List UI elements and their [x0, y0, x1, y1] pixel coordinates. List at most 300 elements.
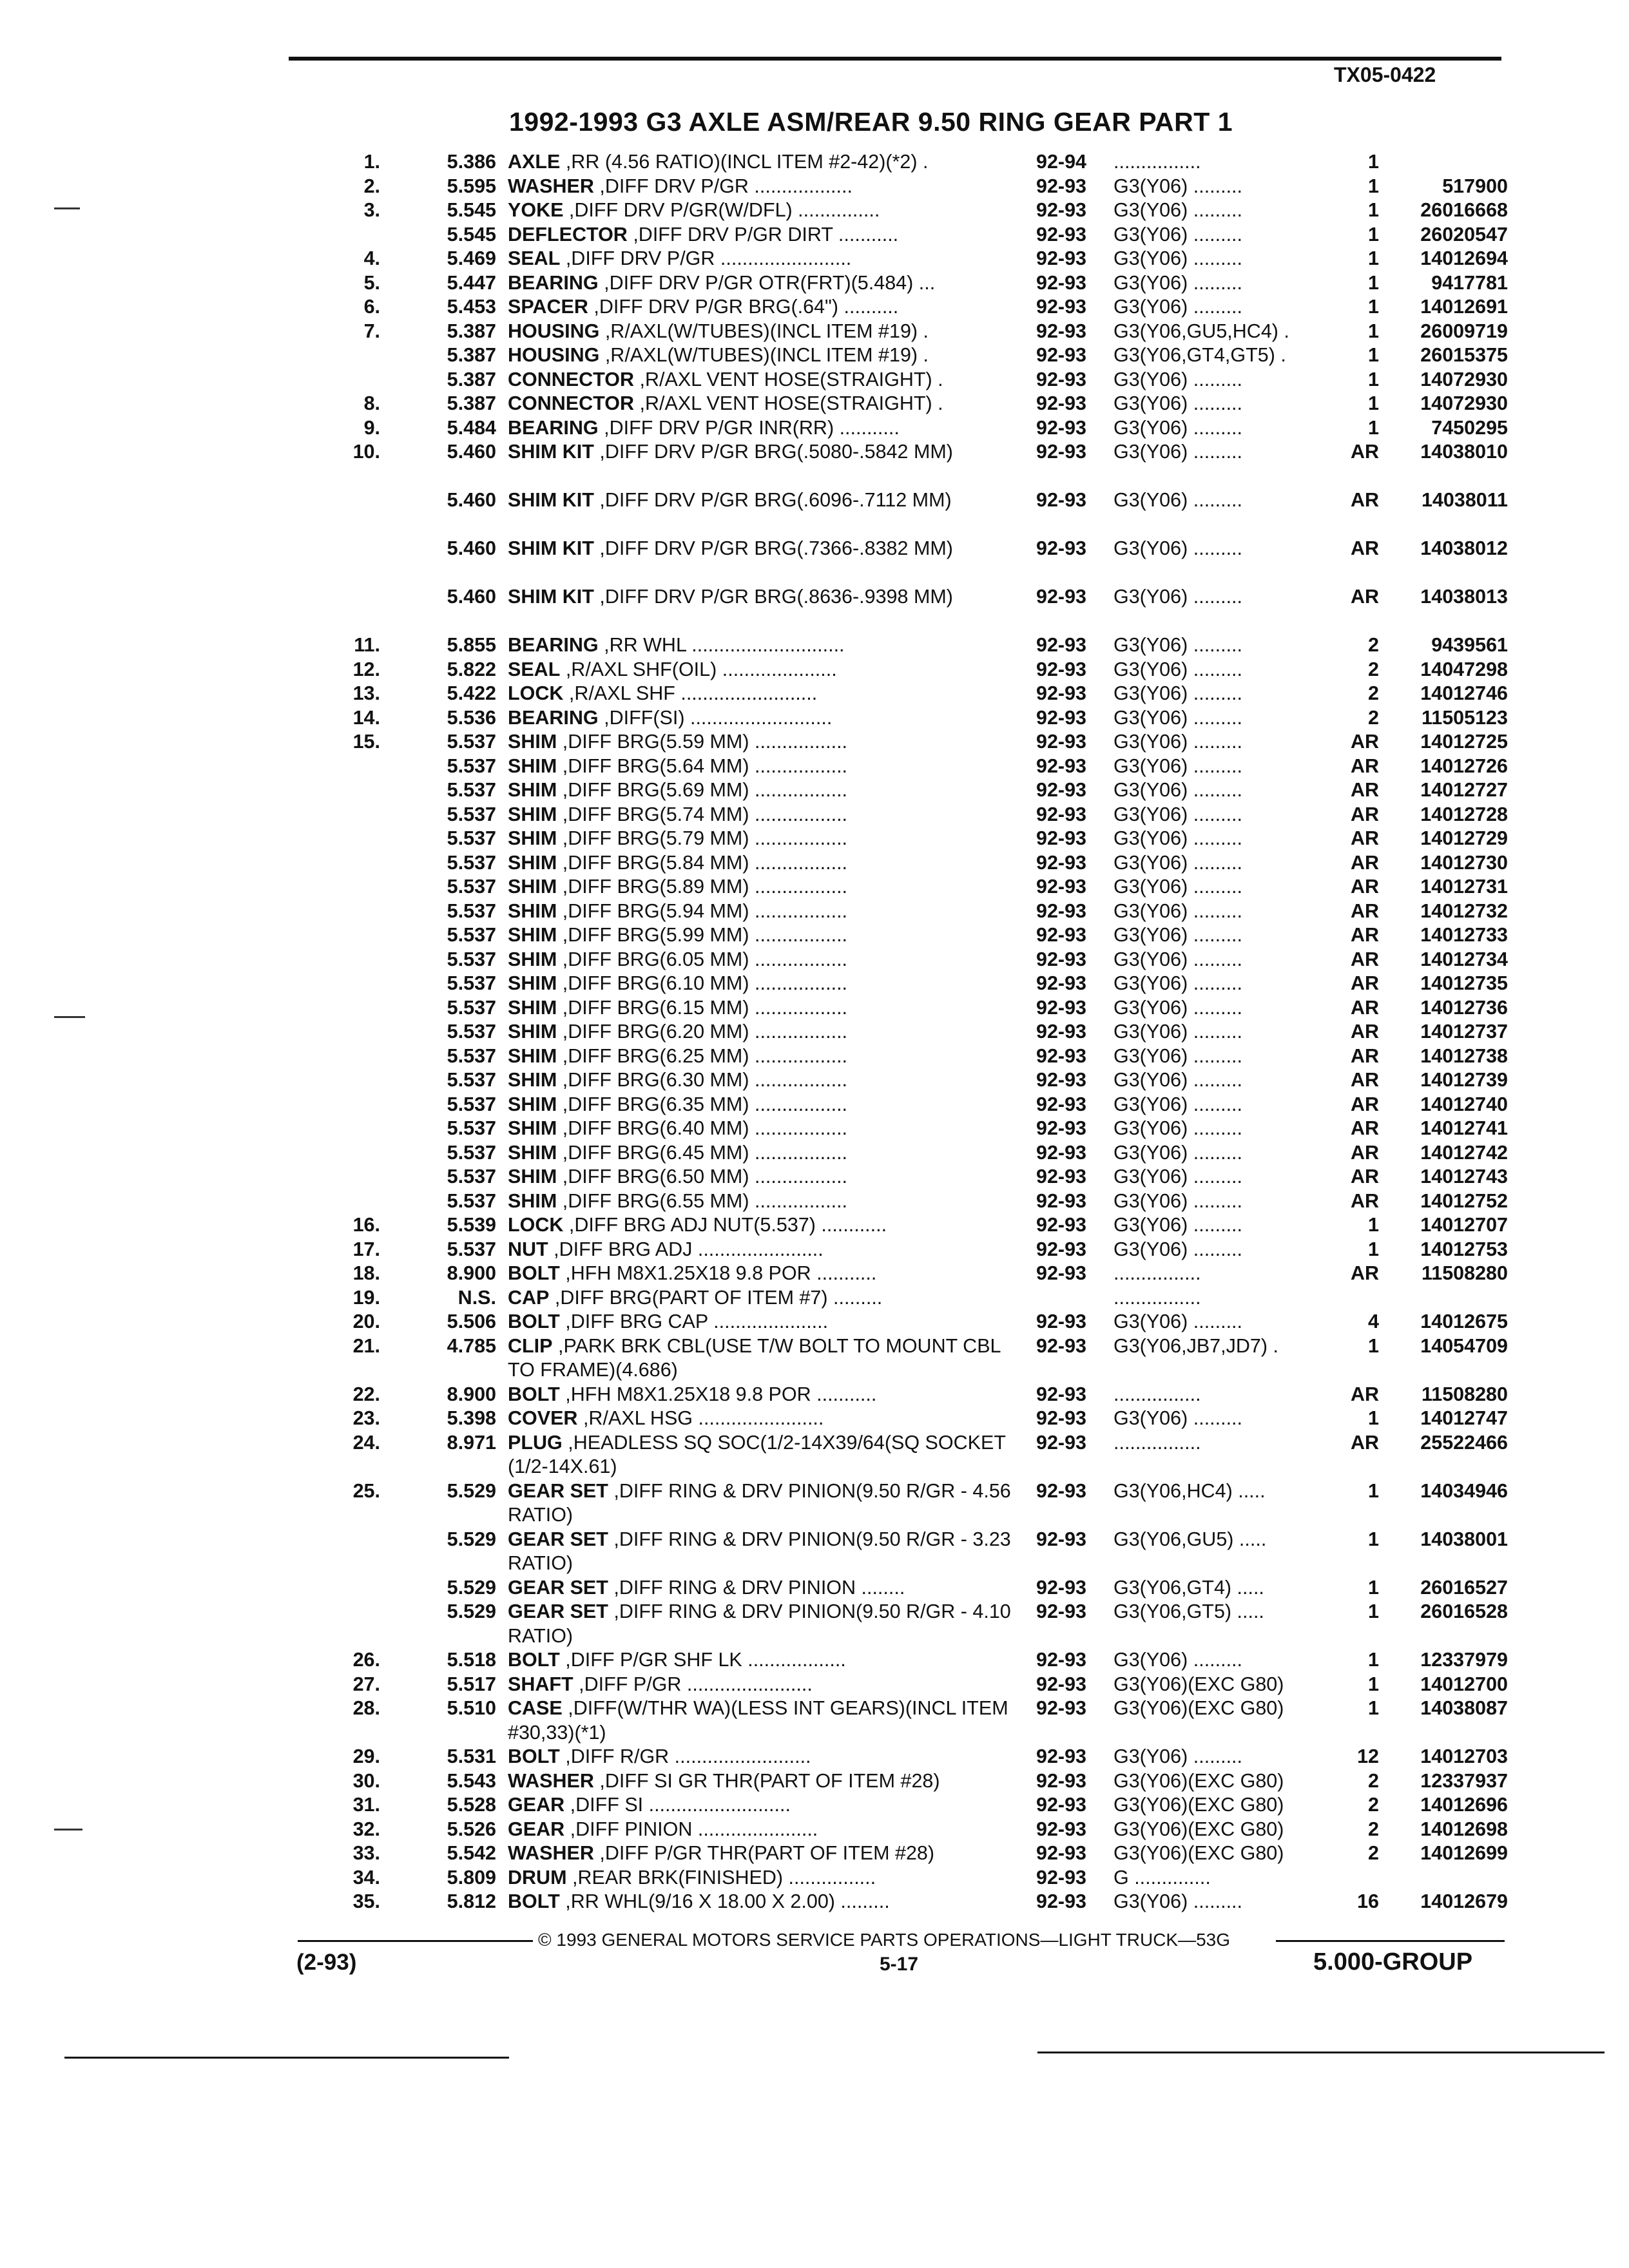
part-number: 14012739 [1420, 1069, 1508, 1091]
part-row [0, 343, 1629, 368]
usage-code: G3(Y06) ......... [1113, 199, 1243, 221]
item-number: 18. [352, 1262, 380, 1284]
quantity: 1 [1368, 1600, 1379, 1622]
model-years: 92-93 [1036, 489, 1087, 511]
part-name: CAP [508, 1286, 550, 1309]
quantity: 1 [1368, 1649, 1379, 1671]
part-description [508, 1238, 1023, 1262]
quantity: AR [1350, 1069, 1379, 1091]
part-name: SHIM [508, 803, 557, 825]
part-row [0, 416, 1629, 441]
quantity: AR [1350, 827, 1379, 849]
item-number: 4. [363, 247, 380, 269]
part-detail: ,DIFF BRG(5.64 MM) ................. [562, 754, 848, 777]
quantity: 12 [1357, 1745, 1379, 1767]
usage-code: G3(Y06) ......... [1113, 779, 1243, 801]
item-number: 31. [352, 1794, 380, 1816]
part-detail: ,HFH M8X1.25X18 9.8 POR ........... [565, 1383, 877, 1405]
part-name: SHIM [508, 1069, 557, 1091]
quantity: 1 [1368, 175, 1379, 197]
part-detail: ,DIFF BRG ADJ ....................... [554, 1238, 824, 1260]
item-number: 10. [352, 441, 380, 463]
quantity: AR [1350, 924, 1379, 946]
part-row [0, 1600, 1629, 1648]
group-number: 5.447 [447, 271, 496, 294]
item-number: 8. [363, 392, 380, 414]
quantity: 1 [1368, 1407, 1379, 1429]
quantity: AR [1350, 899, 1379, 922]
group-number: 5.537 [447, 948, 496, 970]
usage-code: G3(Y06) ......... [1113, 1649, 1243, 1671]
part-description [508, 972, 1023, 996]
part-row [0, 1866, 1629, 1890]
usage-code: G3(Y06) ......... [1113, 223, 1243, 245]
usage-code: G3(Y06) ......... [1113, 271, 1243, 294]
part-description [508, 537, 1023, 561]
usage-code: G3(Y06) ......... [1113, 441, 1243, 463]
quantity: AR [1350, 1166, 1379, 1187]
item-number: 34. [352, 1866, 380, 1888]
part-number: 9417781 [1431, 271, 1508, 294]
model-years: 92-93 [1036, 1383, 1087, 1405]
part-number: 26020547 [1420, 223, 1508, 245]
part-detail: ,R/AXL HSG ....................... [583, 1407, 824, 1429]
model-years: 92-93 [1036, 1794, 1087, 1816]
usage-code: G3(Y06,GT5) ..... [1113, 1600, 1264, 1622]
group-number: 5.398 [447, 1407, 496, 1429]
part-description [508, 416, 1023, 441]
group-number: 5.537 [447, 1141, 496, 1164]
quantity: AR [1350, 1093, 1379, 1115]
model-years: 92-93 [1036, 247, 1087, 269]
part-name: HOUSING [508, 320, 600, 342]
part-detail: ,R/AXL(W/TUBES)(INCL ITEM #19) . [604, 320, 929, 342]
part-row [0, 899, 1629, 924]
part-detail: ,DIFF DRV P/GR BRG(.7366-.8382 MM) [599, 537, 953, 559]
item-number: 28. [352, 1697, 380, 1719]
part-row [0, 1673, 1629, 1697]
part-row [0, 1286, 1629, 1311]
revision-date: (2-93) [296, 1950, 357, 1975]
usage-code: G3(Y06) ......... [1113, 899, 1243, 922]
quantity: AR [1350, 1431, 1379, 1454]
quantity: AR [1350, 754, 1379, 777]
part-row [0, 1431, 1629, 1479]
item-number: 20. [352, 1311, 380, 1332]
part-detail: ,DIFF(W/THR WA)(LESS INT GEARS)(INCL ITEM #30,33)(*1) [508, 1697, 1008, 1744]
part-number: 14012747 [1420, 1407, 1508, 1429]
group-number: 5.537 [447, 899, 496, 922]
quantity: 4 [1368, 1311, 1379, 1332]
group-number: 5.537 [447, 1044, 496, 1067]
part-detail: ,DIFF BRG(5.74 MM) ................. [562, 803, 848, 825]
quantity: AR [1350, 1141, 1379, 1164]
quantity: AR [1350, 996, 1379, 1019]
group-number: 5.510 [447, 1697, 496, 1719]
model-years: 92-93 [1036, 416, 1087, 439]
part-number: 14012696 [1420, 1794, 1508, 1816]
bottom-rule-right [1037, 2052, 1605, 2053]
part-name: BEARING [508, 416, 599, 439]
part-number: 26016668 [1420, 199, 1508, 221]
usage-code: ................ [1113, 1286, 1201, 1309]
quantity: 2 [1368, 1769, 1379, 1792]
part-row [0, 1479, 1629, 1528]
model-years: 92-93 [1036, 851, 1087, 874]
group-number: 5.545 [447, 199, 496, 221]
part-detail: ,DIFF P/GR SHF LK .................. [565, 1649, 846, 1671]
part-description [508, 754, 1023, 779]
item-number: 27. [352, 1673, 380, 1695]
part-name: CONNECTOR [508, 392, 635, 414]
part-row [0, 1334, 1629, 1383]
item-number: 22. [352, 1383, 380, 1405]
part-name: SHIM [508, 1141, 557, 1164]
part-name: SHIM [508, 876, 557, 898]
part-number: 7450295 [1431, 416, 1508, 439]
usage-code: G3(Y06) ......... [1113, 1117, 1243, 1139]
group-number: 5.545 [447, 223, 496, 245]
part-name: SHIM [508, 779, 557, 801]
usage-code: G3(Y06,GU5) ..... [1113, 1528, 1267, 1550]
margin-mark [54, 207, 80, 209]
part-description [508, 1841, 1023, 1866]
quantity: 2 [1368, 1818, 1379, 1840]
item-number: 29. [352, 1745, 380, 1767]
part-row [0, 175, 1629, 199]
part-description [508, 1310, 1023, 1334]
group-number: 8.900 [447, 1383, 496, 1405]
part-detail: ,DIFF DRV P/GR INR(RR) ........... [604, 416, 900, 439]
part-name: WASHER [508, 175, 594, 197]
quantity: 2 [1368, 1842, 1379, 1864]
part-description [508, 1793, 1023, 1818]
part-description [508, 271, 1023, 296]
part-number: 14012675 [1420, 1311, 1508, 1332]
part-name: GEAR [508, 1818, 565, 1840]
model-years: 92-93 [1036, 1890, 1087, 1912]
part-name: SHIM [508, 1189, 557, 1212]
model-years: 92-93 [1036, 1021, 1087, 1043]
group-number: 5.537 [447, 1093, 496, 1115]
item-number: 6. [363, 296, 380, 318]
part-detail: ,DIFF DRV P/GR OTR(FRT)(5.484) ... [604, 271, 936, 294]
group-number: 5.537 [447, 851, 496, 874]
part-description [508, 1383, 1023, 1407]
part-number: 14012694 [1420, 247, 1508, 269]
part-name: LOCK [508, 682, 564, 704]
part-number: 14012730 [1420, 851, 1508, 874]
part-number: 14038011 [1421, 489, 1508, 511]
part-name: SHIM [508, 996, 557, 1019]
part-description [508, 223, 1023, 247]
part-name: BEARING [508, 271, 599, 294]
part-number: 14034946 [1420, 1479, 1508, 1502]
quantity: 1 [1368, 1576, 1379, 1599]
model-years: 92-93 [1036, 827, 1087, 849]
model-years: 92-93 [1036, 586, 1087, 608]
part-number: 14047298 [1420, 658, 1508, 680]
quantity: AR [1350, 1262, 1379, 1284]
group-number: 5.537 [447, 731, 496, 753]
group-number: 5.529 [447, 1479, 496, 1502]
group-number: 5.537 [447, 1189, 496, 1212]
part-description [508, 1141, 1023, 1166]
part-name: SHIM KIT [508, 441, 594, 463]
copyright-notice: © 1993 GENERAL MOTORS SERVICE PARTS OPERATIONS—LIGHT TRUCK—53G [538, 1930, 1231, 1950]
quantity: AR [1350, 731, 1379, 753]
usage-code: G3(Y06,GT4,GT5) . [1113, 344, 1286, 366]
part-name: DRUM [508, 1866, 567, 1888]
quantity: AR [1350, 537, 1379, 559]
group-number: 5.387 [447, 320, 496, 342]
part-number: 14012733 [1420, 924, 1508, 946]
usage-code: G3(Y06) ......... [1113, 658, 1243, 680]
model-years: 92-93 [1036, 1479, 1087, 1502]
model-years: 92-93 [1036, 1141, 1087, 1164]
part-description [508, 1890, 1023, 1914]
part-row [0, 537, 1629, 585]
part-description [508, 730, 1023, 754]
part-detail: ,RR WHL ............................ [604, 634, 845, 656]
part-name: SHIM KIT [508, 586, 594, 608]
part-name: COVER [508, 1407, 578, 1429]
part-row [0, 1020, 1629, 1044]
part-name: SEAL [508, 658, 561, 680]
model-years: 92-93 [1036, 271, 1087, 294]
part-description [508, 948, 1023, 972]
part-number: 26009719 [1420, 320, 1508, 342]
part-row [0, 320, 1629, 344]
model-years: 92-93 [1036, 948, 1087, 970]
group-number: 5.518 [447, 1649, 496, 1671]
item-number: 5. [363, 271, 380, 294]
part-detail: ,DIFF DRV P/GR ........................ [565, 247, 852, 269]
part-detail: ,DIFF DRV P/GR BRG(.5080-.5842 MM) [599, 441, 953, 463]
item-number: 11. [354, 634, 380, 656]
group-number: 5.387 [447, 392, 496, 414]
part-row [0, 1528, 1629, 1576]
part-detail: ,DIFF BRG(6.05 MM) ................. [562, 948, 848, 970]
part-detail: ,DIFF DRV P/GR BRG(.8636-.9398 MM) [599, 586, 953, 608]
quantity: 1 [1368, 271, 1379, 294]
group-number: 5.536 [447, 706, 496, 729]
part-number: 14012737 [1420, 1021, 1508, 1043]
group-number: 5.422 [447, 682, 496, 704]
part-number: 14012703 [1420, 1745, 1508, 1767]
group-number: 5.460 [447, 586, 496, 608]
part-row [0, 1745, 1629, 1769]
quantity: 1 [1368, 368, 1379, 390]
part-row [0, 1213, 1629, 1238]
part-description [508, 923, 1023, 948]
model-years: 92-93 [1036, 296, 1087, 318]
usage-code: ................ [1113, 1431, 1201, 1454]
part-row [0, 851, 1629, 876]
usage-code: G3(Y06)(EXC G80) [1113, 1769, 1284, 1792]
part-row [0, 730, 1629, 754]
part-name: BOLT [508, 1890, 560, 1912]
part-row [0, 778, 1629, 803]
model-years: 92-93 [1036, 223, 1087, 245]
part-description [508, 1020, 1023, 1044]
group-number: 4.785 [447, 1334, 496, 1357]
margin-mark [54, 1016, 85, 1018]
quantity: AR [1350, 1117, 1379, 1139]
item-number: 19. [352, 1286, 380, 1309]
model-years: 92-93 [1036, 441, 1087, 463]
model-years: 92-93 [1036, 682, 1087, 704]
part-name: SHIM [508, 1117, 557, 1139]
part-description [508, 175, 1023, 199]
usage-code: G3(Y06) ......... [1113, 1407, 1243, 1429]
part-detail: ,R/AXL VENT HOSE(STRAIGHT) . [639, 392, 943, 414]
quantity: AR [1350, 586, 1379, 608]
part-detail: ,DIFF BRG(5.84 MM) ................. [562, 851, 848, 874]
group-number: 5.855 [447, 634, 496, 656]
model-years: 92-93 [1036, 1431, 1087, 1454]
part-row [0, 1165, 1629, 1189]
item-number: 33. [352, 1842, 380, 1864]
part-name: SHIM [508, 1044, 557, 1067]
part-number: 14012729 [1420, 827, 1508, 849]
quantity: AR [1350, 1383, 1379, 1405]
margin-mark [54, 1829, 82, 1831]
part-name: GEAR SET [508, 1576, 608, 1599]
model-years: 92-93 [1036, 972, 1087, 994]
model-years: 92-93 [1036, 706, 1087, 729]
model-years: 92-93 [1036, 779, 1087, 801]
part-name: SHIM [508, 851, 557, 874]
quantity: 1 [1368, 320, 1379, 342]
group-number: 5.528 [447, 1794, 496, 1816]
part-row [0, 392, 1629, 416]
part-description [508, 1165, 1023, 1189]
part-detail: ,DIFF BRG(5.99 MM) ................. [562, 924, 848, 946]
quantity: 16 [1357, 1890, 1379, 1912]
part-name: SHIM [508, 1093, 557, 1115]
usage-code: G3(Y06) ......... [1113, 827, 1243, 849]
usage-code: G3(Y06) ......... [1113, 754, 1243, 777]
bottom-rule-left [64, 2057, 509, 2059]
model-years: 92-93 [1036, 1166, 1087, 1187]
part-number: 25522466 [1420, 1431, 1508, 1454]
group-number: 5.542 [447, 1842, 496, 1864]
part-number: 14012738 [1420, 1044, 1508, 1067]
part-number: 14072930 [1420, 368, 1508, 390]
part-description [508, 1189, 1023, 1214]
part-description [508, 851, 1023, 876]
part-detail: ,DIFF SI GR THR(PART OF ITEM #28) [599, 1769, 940, 1792]
part-row [0, 923, 1629, 948]
part-detail: ,DIFF BRG(5.59 MM) ................. [562, 731, 848, 753]
item-number: 23. [352, 1407, 380, 1429]
group-number: 5.529 [447, 1600, 496, 1622]
part-row [0, 972, 1629, 996]
part-row [0, 803, 1629, 827]
part-row [0, 1068, 1629, 1093]
usage-code: G3(Y06) ......... [1113, 392, 1243, 414]
part-number: 14012742 [1420, 1141, 1508, 1164]
model-years: 92-93 [1036, 1117, 1087, 1139]
part-name: SEAL [508, 247, 561, 269]
group-number: 5.537 [447, 827, 496, 849]
part-detail: ,PARK BRK CBL(USE T/W BOLT TO MOUNT CBL TO FRAME)(4.686) [508, 1334, 1001, 1381]
usage-code: G3(Y06) ......... [1113, 1093, 1243, 1115]
part-detail: ,DIFF BRG(5.69 MM) ................. [562, 779, 848, 801]
group-number: 5.386 [447, 151, 496, 173]
usage-code: G3(Y06) ......... [1113, 1044, 1243, 1067]
item-number: 13. [352, 682, 380, 704]
usage-code: G3(Y06) ......... [1113, 416, 1243, 439]
item-number: 12. [352, 658, 380, 680]
part-row [0, 996, 1629, 1021]
part-detail: ,REAR BRK(FINISHED) ................ [572, 1866, 876, 1888]
part-name: GEAR [508, 1794, 565, 1816]
part-description [508, 1093, 1023, 1117]
part-row [0, 1044, 1629, 1069]
usage-code: G3(Y06) ......... [1113, 706, 1243, 729]
part-row [0, 585, 1629, 633]
usage-code: G3(Y06,HC4) ..... [1113, 1479, 1266, 1502]
model-years: 92-93 [1036, 320, 1087, 342]
part-detail: ,R/AXL SHF(OIL) ..................... [565, 658, 837, 680]
part-name: SHIM [508, 1166, 557, 1187]
group-number: 5.822 [447, 658, 496, 680]
part-row [0, 948, 1629, 972]
part-number: 14012752 [1420, 1189, 1508, 1212]
group-number: 5.537 [447, 924, 496, 946]
top-rule [289, 57, 1501, 61]
part-number: 14038001 [1420, 1528, 1508, 1550]
part-row [0, 271, 1629, 296]
group-number: 5.537 [447, 1166, 496, 1187]
part-description [508, 343, 1023, 368]
item-number: 25. [352, 1479, 380, 1502]
part-detail: ,DIFF DRV P/GR BRG(.6096-.7112 MM) [599, 489, 952, 511]
usage-code: G3(Y06) ......... [1113, 175, 1243, 197]
part-row [0, 295, 1629, 320]
model-years: 92-93 [1036, 1334, 1087, 1357]
part-description [508, 1745, 1023, 1769]
group-number: 5.537 [447, 779, 496, 801]
part-detail: ,R/AXL VENT HOSE(STRAIGHT) . [639, 368, 943, 390]
usage-code: G3(Y06) ......... [1113, 586, 1243, 608]
part-description [508, 633, 1023, 658]
usage-code: G3(Y06) ......... [1113, 368, 1243, 390]
model-years: 92-93 [1036, 368, 1087, 390]
part-row [0, 368, 1629, 392]
part-detail: ,DIFF BRG(6.15 MM) ................. [562, 996, 848, 1019]
part-number: 14012734 [1420, 948, 1508, 970]
usage-code: G3(Y06) ......... [1113, 1238, 1243, 1260]
page-number: 5-17 [880, 1954, 919, 1975]
quantity: 1 [1368, 1214, 1379, 1236]
part-detail: ,DIFF BRG(6.25 MM) ................. [562, 1044, 848, 1067]
quantity: 1 [1368, 416, 1379, 439]
part-description [508, 392, 1023, 416]
part-row [0, 1189, 1629, 1214]
quantity: 1 [1368, 344, 1379, 366]
usage-code: G3(Y06) ......... [1113, 1189, 1243, 1212]
group-number: 5.537 [447, 996, 496, 1019]
part-description [508, 488, 1023, 513]
part-number: 14012691 [1420, 296, 1508, 318]
part-description [508, 899, 1023, 924]
part-name: BOLT [508, 1383, 560, 1405]
quantity: 2 [1368, 634, 1379, 656]
part-description [508, 996, 1023, 1021]
